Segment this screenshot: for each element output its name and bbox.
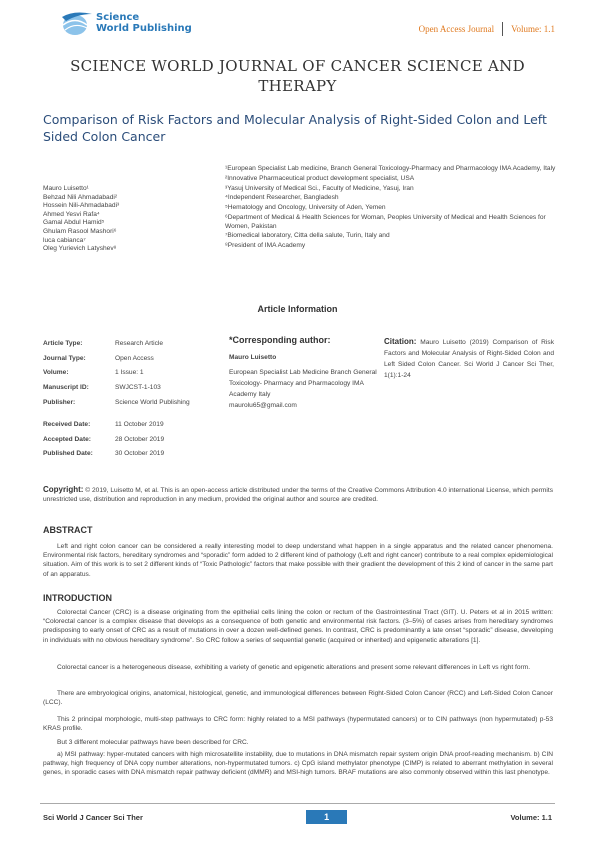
article-title: Comparison of Risk Factors and Molecular Analysis of Right-Sided Colon and Left Sided Colon Cancer bbox=[43, 112, 547, 144]
info-label: Publisher: bbox=[43, 399, 76, 407]
author: Ahmed Yesvi Rafa⁴ bbox=[43, 210, 100, 218]
date-label: Published Date: bbox=[43, 450, 93, 458]
affiliation: ³Yasuj University of Medical Sci., Faculty of Medicine, Yasuj, Iran bbox=[225, 184, 414, 192]
author: Mauro Luisetto¹ bbox=[43, 185, 89, 192]
header-volume: Volume: 1.1 bbox=[511, 24, 555, 34]
corresponding-author-email[interactable]: maurolu65@gmail.com bbox=[229, 402, 297, 409]
date-value: 30 October 2019 bbox=[115, 450, 165, 458]
intro-paragraph-4: This 2 principal morphologic, multi-step pathways to CRC form: highly related to a MSI pathways (hypermutated cancers) or to CIN pathways (non hypermutated) p-53 KRAS profile. bbox=[43, 716, 553, 733]
article-info-table bbox=[43, 336, 190, 461]
corresponding-author-heading: *Corresponding author: bbox=[229, 335, 331, 345]
copyright-block bbox=[43, 485, 553, 504]
info-value: 1 Issue: 1 bbox=[115, 369, 144, 377]
affiliation: ¹European Specialist Lab medicine, Branch General Toxicology-Pharmacy and Pharmacology IMA Academy, Italy bbox=[225, 165, 556, 172]
date-value: 28 October 2019 bbox=[115, 435, 165, 443]
date-value: 11 October 2019 bbox=[115, 420, 164, 428]
intro-paragraph-2: Colorectal cancer is a heterogeneous disease, exhibiting a variety of genetic and epigenetic alterations and present some relevant differences in Left vs right form. bbox=[57, 664, 531, 671]
info-label: Journal Type: bbox=[43, 354, 86, 362]
logo-line-1: Science bbox=[96, 12, 140, 23]
logo-line-2: World Publishing bbox=[96, 23, 192, 34]
affiliation: ⁸President of IMA Academy bbox=[225, 242, 306, 250]
info-row bbox=[43, 366, 190, 381]
date-row bbox=[43, 432, 190, 447]
date-label: Accepted Date: bbox=[43, 435, 92, 443]
abstract-text: Left and right colon cancer can be considered a really interesting model to deep understand what happen in a single apparatus and the related cancer phenomena. Environmental risk factors, hereditary syndromes and “sporadic” form added to 2 different kind of pathology (Left and right cancer) contribute to a real complex epidemiological situation. Aim of this work is to set 2 different kinds of “Toxic Pathologic” factors that make possible with their gradient the development of this 2 kind of cancer in the same part of an apparatus. bbox=[43, 543, 553, 578]
author: Behzad Nili Ahmadabadi² bbox=[43, 193, 118, 201]
abstract-heading: ABSTRACT bbox=[43, 525, 93, 535]
corresponding-author-name: Mauro Luisetto bbox=[229, 354, 277, 361]
intro-paragraph-1: Colorectal Cancer (CRC) is a disease originating from the epithelial cells lining the colon or rectum of the Gastrointestinal Tract (GIT). U. Peters et al in 2015 written: “Colorectal cancer is a complex disease that develops as a consequence of both genetic and environmental risk factors. (3–5%) of cases arises from hereditary syndromes predisposing to early onset of CRC as a result of mutations in over a dozen well-defined genes. In contrast, CRC is predominantly a late onset “sporadic” disease, developing in individuals with no obvious hereditary syndrome”. So CRC follow a series of sequential genetic (acquired or inherited) and epigenetic alterations [1]. bbox=[43, 609, 553, 644]
footer-journal: Sci World J Cancer Sci Ther bbox=[43, 812, 143, 822]
affiliation: ²Innovative Pharmaceutical product development specialist, USA bbox=[225, 174, 415, 182]
copyright-label: Copyright: bbox=[43, 485, 84, 494]
info-label: Manuscript ID: bbox=[43, 384, 89, 392]
author: luca cabianca⁷ bbox=[43, 236, 86, 244]
citation-block bbox=[384, 336, 554, 381]
info-spacer bbox=[43, 410, 190, 417]
date-label: Received Date: bbox=[43, 420, 91, 428]
globe-logo-icon bbox=[60, 8, 94, 38]
date-row bbox=[43, 447, 190, 462]
intro-paragraph-5: But 3 different molecular pathways have been described for CRC. bbox=[57, 739, 249, 746]
footer-volume: Volume: 1.1 bbox=[510, 812, 552, 822]
info-row bbox=[43, 380, 190, 395]
info-label: Volume: bbox=[43, 369, 69, 377]
author: Ghulam Rasool Mashori⁶ bbox=[43, 227, 117, 235]
footer-divider bbox=[40, 803, 555, 804]
journal-title: SCIENCE WORLD JOURNAL OF CANCER SCIENCE AND THERAPY bbox=[70, 57, 525, 95]
affiliation: ⁵Hematology and Oncology, University of Aden, Yemen bbox=[225, 204, 386, 212]
info-row bbox=[43, 351, 190, 366]
info-row bbox=[43, 395, 190, 410]
info-label: Article Type: bbox=[43, 339, 83, 347]
info-value: Open Access bbox=[115, 354, 154, 362]
affiliation: ⁶Department of Medical & Health Sciences for Woman, Peoples University of Medical and Health Sciences for Women, Pakistan bbox=[225, 213, 546, 230]
info-value: SWJCST-1-103 bbox=[115, 384, 161, 392]
citation-label: Citation: bbox=[384, 337, 417, 346]
info-value: Science World Publishing bbox=[115, 399, 190, 407]
author: Gamal Abdul Hamid⁵ bbox=[43, 219, 105, 227]
author: Hossein Nili-Ahmadabadi³ bbox=[43, 202, 120, 210]
publisher-logo bbox=[60, 8, 192, 38]
header-meta bbox=[419, 22, 555, 36]
introduction-heading: INTRODUCTION bbox=[43, 593, 112, 603]
open-access-label: Open Access Journal bbox=[418, 24, 495, 34]
citation-text: Mauro Luisetto (2019) Comparison of Risk Factors and Molecular Analysis of Right-Sided Colon and Left Sided Colon Cancer. Sci World J Cancer Sci Ther, 1(1):1-24 bbox=[384, 339, 554, 379]
author-list bbox=[43, 185, 119, 254]
author: Oleg Yurievich Latyshev⁸ bbox=[43, 245, 117, 253]
corresponding-author-block bbox=[229, 335, 379, 411]
page-number: 1 bbox=[306, 810, 347, 824]
article-info-heading: Article Information bbox=[257, 304, 338, 314]
page-header bbox=[60, 8, 555, 44]
info-row bbox=[43, 336, 190, 351]
page-footer bbox=[43, 810, 552, 824]
logo-text bbox=[96, 12, 192, 34]
date-row bbox=[43, 417, 190, 432]
affiliation: ⁴Independent Researcher, Bangladesh bbox=[225, 194, 339, 202]
affiliation-list bbox=[225, 165, 560, 252]
copyright-text: © 2019, Luisetto M, et al. This is an open-access article distributed under the terms of the Creative Commons Attribution 4.0 international License, which permits unrestricted use, distribution and reproduction in any medium, provided the original author and source are credited. bbox=[43, 487, 553, 503]
affiliation: ⁷Biomedical laboratory, Citta della salute, Turin, Italy and bbox=[225, 232, 390, 240]
info-value: Research Article bbox=[115, 339, 164, 347]
header-divider bbox=[502, 22, 503, 36]
intro-paragraph-6: a) MSI pathway: hyper-mutated cancers with high microsatellite instability, due to mutations in DNA mismatch repair system origin DNA proof-reading mechanism. b) CIN pathway, high frequency of DNA copy number alterations, non-hypermutated tumors. c) CpG island methylator phenotype (CIMP) is related to aberrant methylation in several genes, in sporadic cases with DNA mismatch repair pathway deficient (dMMR) and MSI-high tumors. BRAF mutations are also commonly observed within this last phenotype. bbox=[43, 751, 553, 777]
intro-paragraph-3: There are embryological origins, anatomical, histological, genetic, and immunological differences between Right-Sided Colon Cancer (RCC) and Left-Sided Colon Cancer (LCC). bbox=[43, 690, 553, 707]
corresponding-author-address: European Specialist Lab Medicine Branch General Toxicology- Pharmacy and Pharmacology IMA Academy Italy bbox=[229, 369, 377, 398]
